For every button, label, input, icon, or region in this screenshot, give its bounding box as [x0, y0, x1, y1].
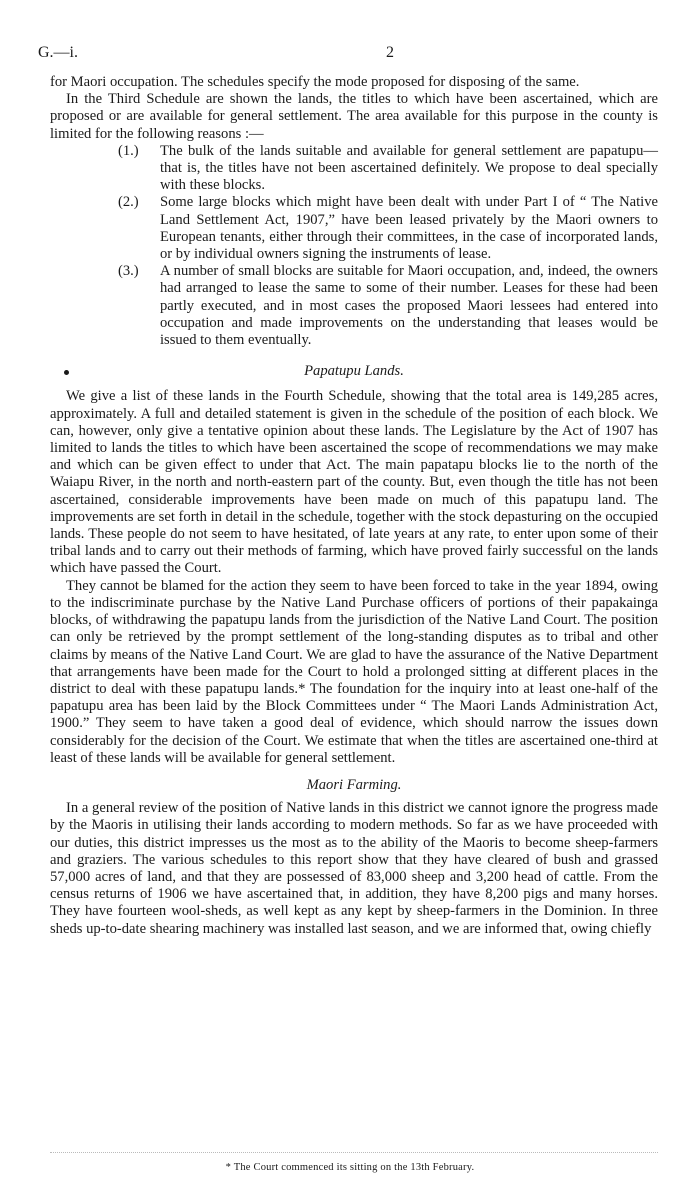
footnote-divider [50, 1152, 658, 1153]
paragraph-continuation: for Maori occupation. The schedules specify the mode proposed for disposing of the same. [50, 74, 580, 90]
section-heading-text: Maori Farming. [306, 776, 402, 793]
bullet-mark [64, 370, 69, 375]
page-header [38, 44, 660, 66]
paragraph-papatupu-court: They cannot be blamed for the action they seem to have been forced to take in the year 1894, owing to the indiscriminate purchase by the Native Land Purchase officers of portions of their papakainga blocks, of withdrawing the papatupu lands from the jurisdiction of the Native Land Court. The position can only be retrieved by the prompt settlement of the long-standing disputes as to tribal and other claims by means of the Native Land Court. We are glad to have the assurance of the Native Department that arrangements have been made for the Court to hold a prolonged sitting at different places in the district to deal with these papatupu lands.* The foundation for the inquiry into at least one-half of the papatupu area has been laid by the Block Committees under “ The Maori Lands Administration Act, 1900.” They seem to have taken a good deal of evidence, which should narrow the issues down considerably for the decision of the Court. We estimate that when the titles are ascertained one-third at least of these lands will be available for general settlement. [50, 577, 658, 766]
section-heading-text: Papatupu Lands. [304, 363, 404, 380]
paragraph-maori-farming: In a general review of the position of Native lands in this district we cannot ignore the progress made by the Maoris in utilising their lands according to modern methods. So far as we have proceeded with our duties, this district impresses us the most as to the ability of the Maoris to become sheep-farmers and graziers. The various schedules to this report show that they have cleared of bush and grassed 57,000 acres of land, and that they are possessed of 83,000 sheep and 3,200 head of cattle. From the census returns of 1906 we have ascertained that, in addition, they have 8,200 pigs and many horses. They have fourteen wool-sheds, as well kept as any kept by sheep-farmers in the Dominion. In three sheds up-to-date shearing machinery was installed last season, and we are informed that, owing chiefly [50, 800, 658, 937]
report-reference: G.—i. [38, 44, 78, 61]
list-item-number: (3.) [118, 263, 139, 280]
page-number: 2 [386, 44, 394, 61]
list-item-number: (2.) [118, 194, 139, 211]
paragraph-third-schedule: In the Third Schedule are shown the lands, the titles to which have been ascertained, which are proposed or are available for general settlement. The area available for this purpose in the county is limited for the following reasons :— [50, 91, 658, 142]
paragraph-papatupu-list: We give a list of these lands in the Fourth Schedule, showing that the total area is 149,285 acres, approximately. A full and detailed statement is given in the schedule of the position of each block. We can, however, only give a tentative opinion about these lands. The Legislature by the Act of 1907 has limited to lands the titles to which have been ascertained the scope of recommendations we may make and which can be given effect to under that Act. The main papatapu blocks lie to the north of the Waiapu River, in the north and north-eastern part of the county. But, even though the title has not been ascertained, considerable improvements have been made on much of this papatupu land. The improvements are set forth in detail in the schedule, together with the stock depasturing on the occupied lands. These people do not seem to have hesitated, of late years at any rate, to enter upon some of their tribal lands and to carry out their methods of farming, which have proved fairly successful on the lands which have passed the Court. [50, 388, 658, 577]
list-item-text: A number of small blocks are suitable for Maori occupation, and, indeed, the owners had arranged to lease the same to some of their number. Leases for these had been partly executed, and in most cases the proposed Maori lessees had entered into occupation and made improvements on the understanding that leases would be issued to them eventually. [160, 263, 658, 349]
list-item-number: (1.) [118, 142, 139, 159]
section-heading-papatupu [50, 363, 658, 380]
list-item [50, 194, 658, 263]
reasons-list [50, 143, 658, 349]
section-heading-maori-farming [50, 777, 658, 794]
list-item-text: Some large blocks which might have been dealt with under Part I of “ The Native Land Settlement Act, 1907,” have been leased privately by the Maori owners to European tenants, either through their committees, in the case of incorporated lands, or by individual owners signing the instruments of lease. [160, 194, 658, 263]
list-item-text: The bulk of the lands suitable and available for general settlement are papatupu—that is, the titles have not been ascertained definitely. We propose to deal specially with these blocks. [160, 142, 658, 194]
page-body [50, 74, 658, 938]
list-item [50, 143, 658, 195]
list-item [50, 263, 658, 349]
footnote: * The Court commenced its sitting on the 13th February. [225, 1162, 475, 1173]
